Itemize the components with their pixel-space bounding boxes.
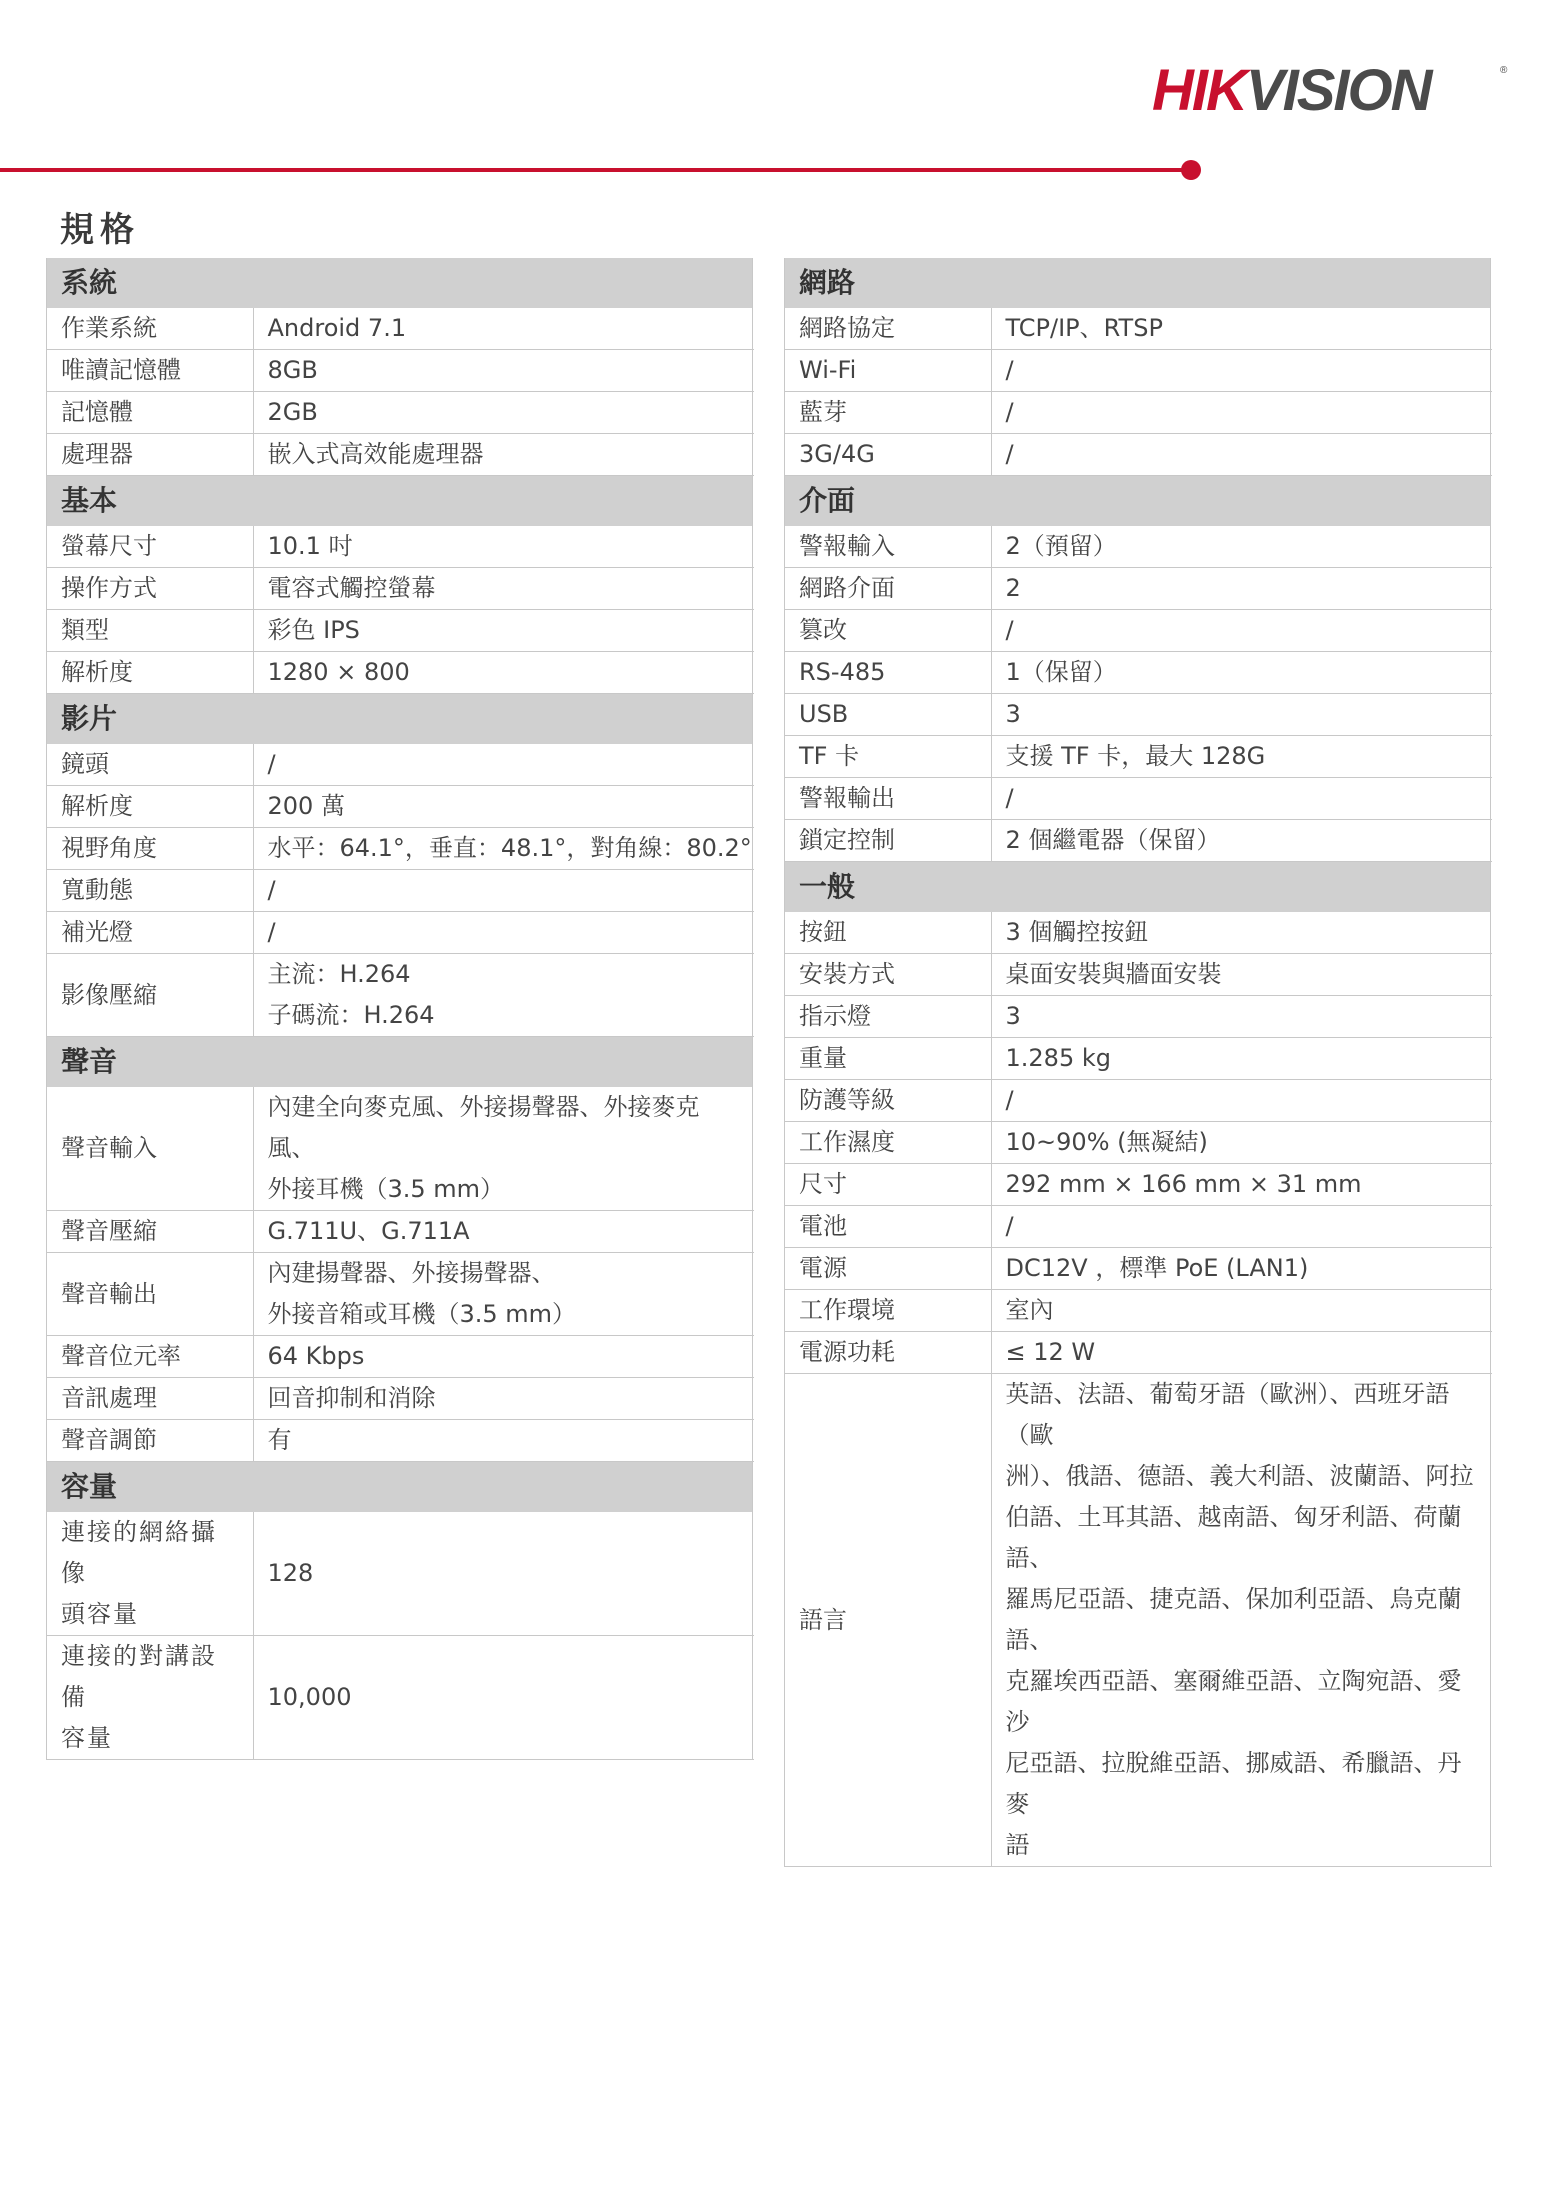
spec-value: 2（預留） [991,526,1492,568]
spec-value: 3 [991,694,1492,736]
section-header: 一般 [785,862,1490,912]
section-table [785,526,1492,862]
spec-label: 唯讀記憶體 [47,350,253,392]
section-table [47,308,754,476]
spec-row [47,652,754,694]
spec-value: 內建揚聲器、外接揚聲器、 外接音箱或耳機（3.5 mm） [253,1253,754,1336]
spec-row [785,1332,1492,1374]
spec-value: 8GB [253,350,754,392]
spec-row [785,610,1492,652]
spec-row [47,350,754,392]
spec-label: 聲音調節 [47,1420,253,1462]
spec-value: 1280 × 800 [253,652,754,694]
spec-value: 內建全向麥克風、外接揚聲器、外接麥克風、 外接耳機（3.5 mm） [253,1087,754,1211]
spec-table [46,258,753,1760]
spec-row [785,736,1492,778]
logo-hik-text: HIK [1152,58,1246,123]
spec-value: DC12V ，標準 PoE (LAN1) [991,1248,1492,1290]
spec-label: 指示燈 [785,996,991,1038]
spec-label: 安裝方式 [785,954,991,996]
spec-row [785,308,1492,350]
section-table [47,1087,754,1462]
spec-label: TF 卡 [785,736,991,778]
spec-column-left [46,258,753,1760]
spec-value: / [253,912,754,954]
spec-value: 2 個繼電器（保留） [991,820,1492,862]
spec-row [47,434,754,476]
spec-label: 3G/4G [785,434,991,476]
spec-label: 連接的對講設備 容量 [47,1636,253,1760]
spec-label: 聲音壓縮 [47,1211,253,1253]
spec-value: / [991,1080,1492,1122]
spec-row [785,434,1492,476]
spec-value: 彩色 IPS [253,610,754,652]
spec-value: / [991,778,1492,820]
registered-mark: ® [1500,65,1508,76]
spec-row [47,568,754,610]
spec-label: 鎖定控制 [785,820,991,862]
spec-row [785,1374,1492,1867]
spec-row [785,778,1492,820]
spec-value: 室內 [991,1290,1492,1332]
spec-row [785,1290,1492,1332]
spec-value: 支援 TF 卡，最大 128G [991,736,1492,778]
section-table [47,1512,754,1760]
spec-value: 桌面安裝與牆面安裝 [991,954,1492,996]
spec-row [785,1122,1492,1164]
spec-row [785,1206,1492,1248]
spec-label: 類型 [47,610,253,652]
spec-label: 記憶體 [47,392,253,434]
spec-label: 鏡頭 [47,744,253,786]
spec-label: 尺寸 [785,1164,991,1206]
spec-row [47,1211,754,1253]
spec-row [785,912,1492,954]
section-table [47,526,754,694]
logo-vision-text: VISION [1245,58,1431,123]
spec-label: 螢幕尺寸 [47,526,253,568]
spec-label: 聲音輸入 [47,1087,253,1211]
spec-value: 電容式觸控螢幕 [253,568,754,610]
spec-row [785,568,1492,610]
spec-value: 2 [991,568,1492,610]
section-header: 網路 [785,258,1490,308]
spec-value: 3 個觸控按鈕 [991,912,1492,954]
spec-value: 嵌入式高效能處理器 [253,434,754,476]
spec-label: 電源功耗 [785,1332,991,1374]
spec-value: 10~90% (無凝結) [991,1122,1492,1164]
spec-label: 處理器 [47,434,253,476]
spec-value: / [991,392,1492,434]
spec-value: / [991,350,1492,392]
spec-value: 292 mm × 166 mm × 31 mm [991,1164,1492,1206]
spec-row [47,912,754,954]
spec-row [785,1038,1492,1080]
spec-label: 重量 [785,1038,991,1080]
spec-row [785,1164,1492,1206]
spec-row [785,996,1492,1038]
spec-row [47,1087,754,1211]
spec-label: 電池 [785,1206,991,1248]
spec-label: 工作濕度 [785,1122,991,1164]
spec-value: ≤ 12 W [991,1332,1492,1374]
section-header: 基本 [47,476,752,526]
spec-value: 64 Kbps [253,1336,754,1378]
spec-value: 10.1 吋 [253,526,754,568]
spec-value: / [991,434,1492,476]
spec-table [784,258,1491,1867]
spec-column-right [784,258,1491,1867]
spec-label: 警報輸出 [785,778,991,820]
spec-label: USB [785,694,991,736]
spec-label: 按鈕 [785,912,991,954]
spec-row [47,526,754,568]
spec-label: 作業系統 [47,308,253,350]
spec-row [785,392,1492,434]
spec-value: / [253,870,754,912]
spec-label: 音訊處理 [47,1378,253,1420]
section-header: 系統 [47,258,752,308]
spec-label: 寬動態 [47,870,253,912]
spec-row [47,828,754,870]
spec-row [47,870,754,912]
header-red-dot [1181,160,1201,180]
spec-label: 工作環境 [785,1290,991,1332]
spec-row [47,1512,754,1636]
spec-value: 英語、法語、葡萄牙語（歐洲）、西班牙語（歐 洲）、俄語、德語、義大利語、波蘭語、阿拉 伯語、土耳其語、越南語、匈牙利語、荷蘭語、 羅馬尼亞語、捷克語、保加利亞語、烏克蘭語、 克羅埃西亞語、塞爾維亞語、立陶宛語、愛沙 尼亞語、拉脫維亞語、挪威語、希臘語、丹麥 語 [991,1374,1492,1867]
spec-row [47,1253,754,1336]
spec-value: 128 [253,1512,754,1636]
section-header: 介面 [785,476,1490,526]
spec-label: 篡改 [785,610,991,652]
spec-label: 警報輸入 [785,526,991,568]
section-header: 容量 [47,1462,752,1512]
spec-row [785,1080,1492,1122]
spec-value: TCP/IP、RTSP [991,308,1492,350]
spec-label: 視野角度 [47,828,253,870]
spec-value: G.711U、G.711A [253,1211,754,1253]
spec-label: 防護等級 [785,1080,991,1122]
spec-label: 藍芽 [785,392,991,434]
spec-row [47,392,754,434]
header-red-line [0,168,1185,172]
spec-value: / [991,610,1492,652]
section-header: 聲音 [47,1037,752,1087]
spec-label: 連接的網絡攝像 頭容量 [47,1512,253,1636]
spec-value: 2GB [253,392,754,434]
spec-row [47,954,754,1037]
spec-value: Android 7.1 [253,308,754,350]
spec-value: 10,000 [253,1636,754,1760]
spec-label: 補光燈 [47,912,253,954]
spec-row [47,744,754,786]
spec-row [785,526,1492,568]
spec-row [47,1378,754,1420]
spec-label: 操作方式 [47,568,253,610]
spec-row [47,1420,754,1462]
spec-value: 回音抑制和消除 [253,1378,754,1420]
spec-row [785,1248,1492,1290]
spec-label: 影像壓縮 [47,954,253,1037]
spec-label: 電源 [785,1248,991,1290]
spec-row [785,350,1492,392]
page-title: 規格 [60,210,140,250]
spec-row [47,610,754,652]
spec-value: 主流：H.264 子碼流：H.264 [253,954,754,1037]
spec-row [47,308,754,350]
spec-row [47,1336,754,1378]
spec-label: 解析度 [47,786,253,828]
hikvision-logo [1152,58,1508,123]
spec-value: 1（保留） [991,652,1492,694]
spec-label: RS-485 [785,652,991,694]
spec-label: 聲音輸出 [47,1253,253,1336]
spec-label: 網路介面 [785,568,991,610]
spec-row [785,652,1492,694]
spec-row [47,786,754,828]
section-header: 影片 [47,694,752,744]
spec-value: 3 [991,996,1492,1038]
spec-row [785,694,1492,736]
spec-row [47,1636,754,1760]
spec-value: 水平：64.1°，垂直：48.1°，對角線：80.2° [253,828,754,870]
spec-value: 1.285 kg [991,1038,1492,1080]
spec-label: 解析度 [47,652,253,694]
spec-row [785,954,1492,996]
spec-label: Wi-Fi [785,350,991,392]
spec-row [785,820,1492,862]
section-table [47,744,754,1037]
spec-value: / [991,1206,1492,1248]
section-table [785,308,1492,476]
spec-value: / [253,744,754,786]
spec-label: 網路協定 [785,308,991,350]
spec-label: 語言 [785,1374,991,1867]
spec-value: 有 [253,1420,754,1462]
spec-value: 200 萬 [253,786,754,828]
spec-label: 聲音位元率 [47,1336,253,1378]
section-table [785,912,1492,1867]
